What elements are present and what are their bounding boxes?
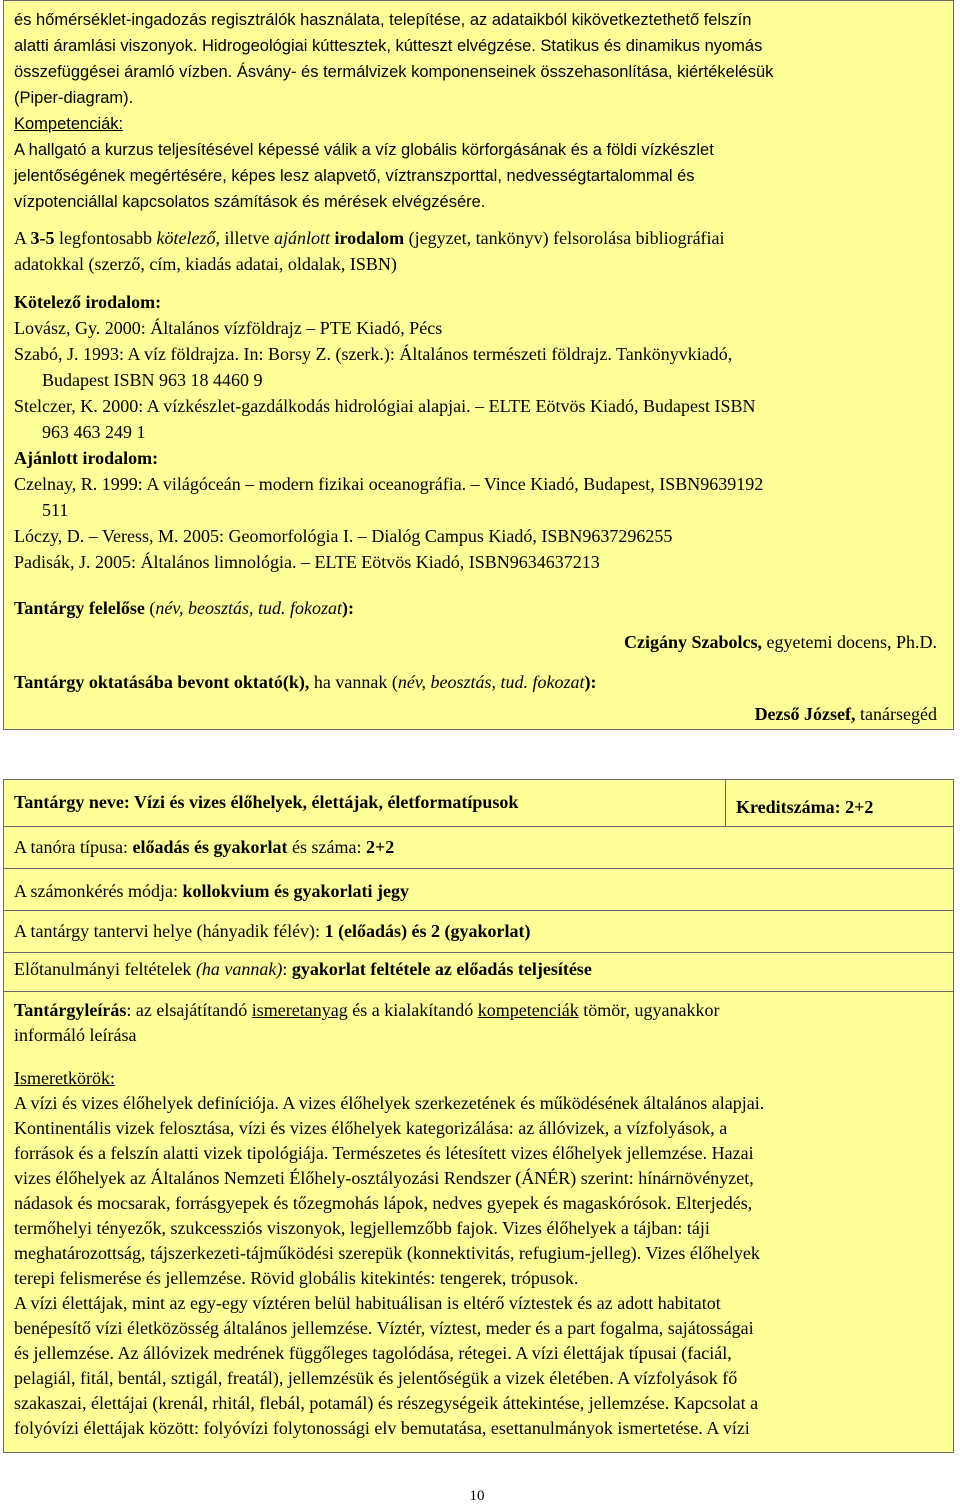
recommended-lit-item: 511 [42,500,69,520]
description-line2: informáló leírása [14,1025,137,1045]
assessment-cell: A számonkérés módja: kollokvium és gyakorlati jegy [3,868,954,911]
topics-line: és jellemzése. Az állóvizek medrének függőleges tagolódása, rétegei. A vízi élettájak típusai (faciál, [14,1343,732,1363]
topics-line: folyóvízi élettájak között: folyóvízi folytonossági elv bemutatása, esettanulmányok ismertetése. A vízi [14,1418,750,1438]
course-name-cell [3,779,726,827]
topics-line: szakaszai, élettájai (krenál, rhitál, flebál, potamál) és részegységeik áttekintése, jellemzése. Kapcsolat a [14,1393,759,1413]
teacher-person: Dezső József, tanársegéd [754,704,937,724]
class-type-cell: A tanóra típusa: előadás és gyakorlat és száma: 2+2 [3,826,954,869]
required-lit-item: Budapest ISBN 963 18 4460 9 [42,370,263,390]
literature-section [14,225,943,727]
topics-cell [3,991,954,1453]
page-number: 10 [469,1488,485,1504]
topics-line: Kontinentális vizek felosztása, vízi és vizes élőhelyek kategorizálása: az állóvizek, a vízfolyások, a [14,1118,728,1138]
teachers-label: Tantárgy oktatásába bevont oktató(k), ha vannak (név, beosztás, tud. fokozat): [14,672,597,692]
topics-line: pelagiál, fitál, bentál, sztigál, freatál), jellemzésük és jelentőségük a vizek életében. A vízfolyások fő [14,1368,738,1388]
course-name: Tantárgy neve: Vízi és vizes élőhelyek, élettájak, életformatípusok [14,792,519,812]
competencies-line: A hallgató a kurzus teljesítésével képessé válik a víz globális körforgásának és a földi vízkészlet [14,141,714,159]
competencies-section [14,111,943,215]
intro-line: alatti áramlási viszonyok. Hidrogeológiai kúttesztek, kútteszt elvégzése. Statikus és dinamikus nyomás [14,37,763,55]
topics-line: terepi felismerése és jellemzése. Rövid globális kitekintés: tengerek, trópusok. [14,1268,579,1288]
required-lit-item: Lovász, Gy. 2000: Általános vízföldrajz – PTE Kiadó, Pécs [14,318,443,338]
topics-line: termőhelyi tényezők, szukcessziós viszonyok, legjellemzőbb fajok. Vizes élőhelyek a tájban: táji [14,1218,710,1238]
topics-line: meghatározottság, tájszerkezeti-tájműködési szerepük (konnektivitás, refugium-jelleg). Vizes élőhelyek [14,1243,760,1263]
prerequisites-cell: Előtanulmányi feltételek (ha vannak): gyakorlat feltétele az előadás teljesítése [3,952,954,992]
responsible-person: Czigány Szabolcs, egyetemi docens, Ph.D. [624,632,937,652]
required-lit-heading: Kötelező irodalom: [14,292,162,312]
recommended-lit-item: Lóczy, D. – Veress, M. 2005: Geomorfológia I. – Dialóg Campus Kiadó, ISBN9637296255 [14,526,673,546]
competencies-heading: Kompetenciák: [14,115,124,133]
required-lit-item: 963 463 249 1 [42,422,146,442]
required-lit-item: Szabó, J. 1993: A víz földrajza. In: Borsy Z. (szerk.): Általános természeti földrajz. Tankönyvkiadó, [14,344,733,364]
literature-intro-line2: adatokkal (szerző, cím, kiadás adatai, oldalak, ISBN) [14,254,397,274]
recommended-lit-item: Padisák, J. 2005: Általános limnológia. – ELTE Eötvös Kiadó, ISBN9634637213 [14,552,600,572]
credits-cell [725,779,954,827]
competencies-line: vízpotenciállal kapcsolatos számítások és mérések elvégzésére. [14,193,486,211]
topics-line: A vízi és vizes élőhelyek definíciója. A vizes élőhelyek szerkezetének és működésének általános alapjai. [14,1093,765,1113]
intro-line: összefüggései áramló vízben. Ásvány- és termálvizek komponenseinek összehasonlítása, kiértékelésük [14,63,774,81]
recommended-lit-item: Czelnay, R. 1999: A világóceán – modern fizikai oceanográfia. – Vince Kiadó, Budapest, ISBN9639192 [14,474,764,494]
curriculum-place-cell: A tantárgy tantervi helye (hányadik félév): 1 (előadás) és 2 (gyakorlat) [3,910,954,953]
course-description-box [3,0,954,730]
recommended-lit-heading: Ajánlott irodalom: [14,448,159,468]
topics-heading: Ismeretkörök: [14,1068,115,1088]
topics-line: források és a felszín alatti vizek tipológiája. Természetes és létesített vizes élőhelyek jellemzése. Hazai [14,1143,754,1163]
required-lit-item: Stelczer, K. 2000: A vízkészlet-gazdálkodás hidrológiai alapjai. – ELTE Eötvös Kiadó, Budapest ISBN [14,396,756,416]
intro-line: és hőmérséklet-ingadozás regisztrálók használata, telepítése, az adataikból kikövetkeztethető felszín [14,11,752,29]
topics-line: benépesítő vízi életközösség általános jellemzése. Víztér, víztest, meder és a part fogalma, sajátosságai [14,1318,754,1338]
responsible-label: Tantárgy felelőse (név, beosztás, tud. fokozat): [14,598,354,618]
competencies-line: jelentőségének megértésére, képes lesz alapvető, víztranszporttal, nedvességtartalommal és [14,167,695,185]
topics-line: A vízi élettájak, mint az egy-egy víztéren belül habituálisan is eltérő víztestek és az adott habitatot [14,1293,721,1313]
credits-value: Kreditszáma: 2+2 [736,797,874,817]
description-line: Tantárgyleírás: az elsajátítandó ismeretanyag és a kialakítandó kompetenciák tömör, ugyanakkor [14,1000,720,1020]
topics-line: nádasok és mocsarak, forrásgyepek és tőzegmohás lápok, nedves gyepek és magaskórósok. Elterjedés, [14,1193,753,1213]
intro-text [14,7,943,111]
intro-line: (Piper-diagram). [14,89,134,107]
literature-intro: A 3-5 legfontosabb kötelező, illetve ajánlott irodalom (jegyzet, tankönyv) felsorolása bibliográfiai [14,228,725,248]
topics-line: vizes élőhelyek az Általános Nemzeti Élőhely-osztályozási Rendszer (ÁNÉR) szerint: hínárnövényzet, [14,1168,754,1188]
